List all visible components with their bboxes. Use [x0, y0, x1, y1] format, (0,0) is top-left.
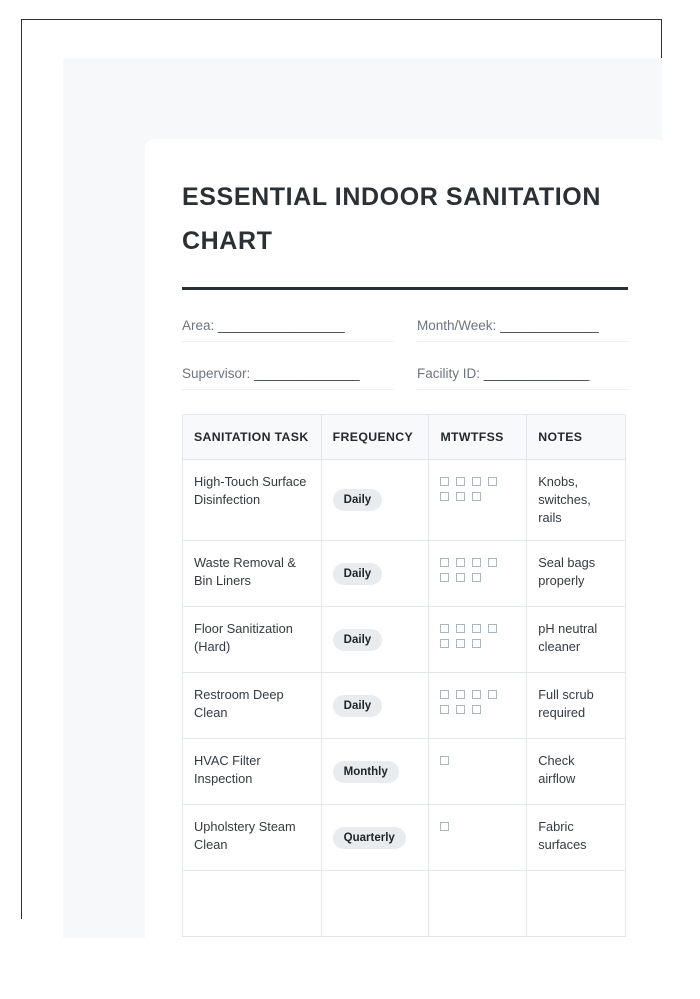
field-area-input[interactable]: __________________ [218, 318, 345, 333]
column-header-frequency: FREQUENCY [322, 415, 430, 459]
field-supervisor[interactable] [182, 366, 393, 390]
cell-task: HVAC Filter Inspection [183, 739, 322, 804]
cell-task: Upholstery Steam Clean [183, 805, 322, 870]
column-header-days: MTWTFSS [429, 415, 527, 459]
day-checkbox[interactable] [456, 477, 465, 486]
day-checkbox[interactable] [440, 639, 449, 648]
day-checkbox[interactable] [472, 573, 481, 582]
cell-task [183, 871, 322, 936]
day-checkbox-group [440, 554, 512, 582]
cell-task: Waste Removal & Bin Liners [183, 541, 322, 606]
cell-notes: pH neutral cleaner [538, 621, 598, 654]
day-checkbox[interactable] [456, 705, 465, 714]
frequency-badge: Daily [333, 629, 383, 651]
day-checkbox[interactable] [440, 492, 449, 501]
day-checkbox[interactable] [440, 477, 449, 486]
day-checkbox[interactable] [456, 690, 465, 699]
cell-frequency [322, 541, 430, 606]
day-checkbox[interactable] [472, 477, 481, 486]
day-checkbox[interactable] [440, 573, 449, 582]
frequency-badge: Daily [333, 563, 383, 585]
cell-task: High-Touch Surface Disinfection [183, 460, 322, 540]
day-checkbox[interactable] [488, 624, 497, 633]
field-supervisor-input[interactable]: _______________ [254, 366, 360, 381]
table-row [183, 673, 625, 739]
column-header-task: SANITATION TASK [183, 415, 322, 459]
cell-days [429, 541, 527, 606]
day-checkbox[interactable] [440, 822, 449, 831]
field-month-week[interactable] [417, 318, 628, 342]
frequency-badge: Quarterly [333, 827, 406, 849]
cell-frequency [322, 871, 430, 936]
cell-days [429, 460, 527, 540]
cell-notes [527, 871, 625, 936]
cell-days [429, 607, 527, 672]
meta-row [182, 366, 628, 390]
page-frame [21, 19, 662, 919]
cell-frequency [322, 673, 430, 738]
day-checkbox[interactable] [472, 690, 481, 699]
cell-frequency [322, 805, 430, 870]
day-checkbox-group [440, 818, 512, 831]
day-checkbox[interactable] [440, 624, 449, 633]
day-checkbox[interactable] [472, 492, 481, 501]
day-checkbox[interactable] [456, 492, 465, 501]
cell-notes: Fabric surfaces [538, 819, 587, 852]
page-panel [63, 58, 662, 938]
cell-notes: Full scrub required [538, 687, 594, 720]
day-checkbox[interactable] [440, 690, 449, 699]
cell-frequency [322, 607, 430, 672]
sanitation-table [182, 414, 626, 937]
meta-fields [182, 318, 628, 390]
cell-notes: Knobs, switches, rails [538, 474, 591, 525]
table-row [183, 607, 625, 673]
frequency-badge: Daily [333, 695, 383, 717]
table-body [183, 460, 625, 937]
table-row [183, 460, 625, 541]
day-checkbox[interactable] [472, 558, 481, 567]
cell-days [429, 871, 527, 936]
day-checkbox-group [440, 686, 512, 714]
field-facility-id[interactable] [417, 366, 628, 390]
table-row [183, 739, 625, 805]
day-checkbox-group [440, 884, 512, 888]
column-header-notes: NOTES [538, 430, 583, 444]
day-checkbox[interactable] [440, 705, 449, 714]
cell-notes: Seal bags properly [538, 555, 596, 588]
day-checkbox[interactable] [472, 624, 481, 633]
day-checkbox[interactable] [472, 705, 481, 714]
frequency-badge: Daily [333, 489, 383, 511]
day-checkbox[interactable] [440, 558, 449, 567]
field-area[interactable] [182, 318, 393, 342]
document-card [145, 139, 665, 999]
cell-days [429, 805, 527, 870]
day-checkbox[interactable] [472, 639, 481, 648]
day-checkbox-group [440, 752, 512, 765]
day-checkbox[interactable] [440, 756, 449, 765]
frequency-badge: Monthly [333, 761, 399, 783]
day-checkbox-group [440, 473, 512, 501]
cell-days [429, 739, 527, 804]
table-row [183, 871, 625, 937]
field-area-label: Area: [182, 318, 215, 333]
page-title: ESSENTIAL INDOOR SANITATION CHART [182, 183, 601, 255]
day-checkbox[interactable] [488, 558, 497, 567]
title-divider [182, 287, 628, 290]
cell-days [429, 673, 527, 738]
day-checkbox[interactable] [456, 573, 465, 582]
day-checkbox-group [440, 620, 512, 648]
day-checkbox[interactable] [456, 624, 465, 633]
cell-task: Restroom Deep Clean [183, 673, 322, 738]
day-checkbox[interactable] [456, 639, 465, 648]
cell-frequency [322, 460, 430, 540]
field-month-week-input[interactable]: ______________ [500, 318, 599, 333]
field-supervisor-label: Supervisor: [182, 366, 251, 381]
cell-task: Floor Sanitization (Hard) [183, 607, 322, 672]
meta-row [182, 318, 628, 342]
cell-frequency [322, 739, 430, 804]
day-checkbox[interactable] [456, 558, 465, 567]
table-header-row [183, 415, 625, 460]
day-checkbox[interactable] [488, 477, 497, 486]
table-row [183, 805, 625, 871]
field-facility-id-input[interactable]: _______________ [483, 366, 589, 381]
field-facility-id-label: Facility ID: [417, 366, 481, 381]
day-checkbox[interactable] [488, 690, 497, 699]
cell-notes: Check airflow [538, 753, 576, 786]
table-row [183, 541, 625, 607]
field-month-week-label: Month/Week: [417, 318, 497, 333]
